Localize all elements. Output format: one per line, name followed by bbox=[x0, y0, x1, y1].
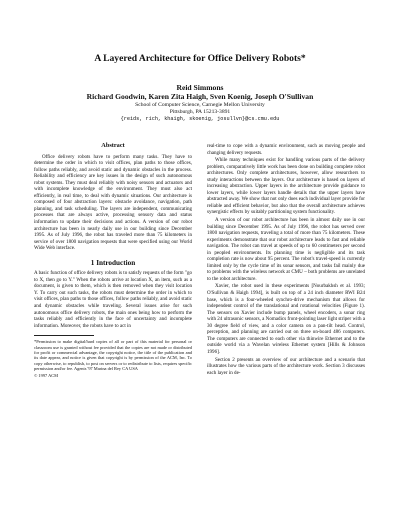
author-primary: Reid Simmons bbox=[176, 83, 224, 92]
footnote-rule bbox=[34, 335, 94, 336]
introduction-heading: 1 Introduction bbox=[90, 258, 136, 267]
author-emails: {reids, rich, khaigh, skoenig, josullvn}@cs.cmu.edu bbox=[120, 115, 280, 122]
author-block bbox=[0, 83, 400, 123]
right-paragraph-3: A version of our robot architecture has been in almost daily use in our building since December 1995. As of July 1996, the robot has served over 1800 navigation requests, traveling a total of more than 75 kilometers. These experiments demonstrate that our robot architecture leads to fast and reliable navigation. The robot can travel at speeds of up to 60 centimeters per second in peopled environments. Its planning time is negligible and its task completion rate is now about 95 percent. The robot's travel-speed is currently limited only by the cycle time of its sonar sensors, and tasks fail mainly due to problems with the wireless network at CMU – both problems are unrelated to the robot architecture. bbox=[207, 217, 365, 282]
right-paragraph-2: While many techniques exist for handling various parts of the delivery problem, comparatively little work has been done on building complete robot architectures. Only complete architectures, however, allow researchers to study interactions between the layers. Our architecture is based on layers of increasing abstraction. Upper layers in the architecture provide guidance to lower layers, while lower layers handle details that the upper layers have abstracted away. We show that not only does each individual layer provide for reliable and efficient behavior, but also that the overall architecture achieves synergistic effects by suitably partitioning system functionality. bbox=[207, 157, 365, 216]
paper-title: A Layered Architecture for Office Delivery Robots* bbox=[94, 53, 306, 64]
left-column bbox=[34, 141, 192, 379]
footnote-text: *Permission to make digital/hard copies of all or part of this material for personal or classroom use is granted without fee provided that the copies are not made or distributed for profit or commercial advantage, the copyright notice, the title of the publication and its date appear, and notice is given that copyright is by permission of the ACM, Inc. To copy otherwise, to republish, to post on servers or to redistribute to lists, requires specific permission and/or fee. Agents '97 Marina del Rey CA USA bbox=[34, 339, 192, 372]
introduction-paragraph: A basic function of office delivery robots is to satisfy requests of the form "go to X, then go to Y." When the robots arrive at location X, an item, such as a document, is given to them, which is then removed when they visit location Y. To carry out such tasks, the robots must determine the order in which to visit offices, plan paths to those offices, follow paths reliably, and avoid static and dynamic obstacles while traveling. Several issues arise for such autonomous office delivery robots, the main ones being how to perform the tasks reliably and efficiently in the face of uncertainty and incomplete information. Moreover, the robots have to act in bbox=[34, 270, 192, 329]
affiliation-address: Pittsburgh, PA 15213-3891 bbox=[169, 108, 231, 115]
right-paragraph-5: Section 2 presents an overview of our architecture and a scenario that illustrates how the various parts of the architecture work. Section 3 discusses each layer in de- bbox=[207, 356, 365, 376]
affiliation-school: School of Computer Science, Carnegie Mellon University bbox=[135, 101, 265, 108]
author-coauthors: Richard Goodwin, Karen Zita Haigh, Sven Koenig, Joseph O'Sullivan bbox=[86, 92, 314, 102]
right-column bbox=[207, 143, 365, 377]
footnote bbox=[34, 339, 192, 378]
footnote-copyright: © 1997 ACM bbox=[34, 372, 59, 378]
right-paragraph-1: real-time to cope with a dynamic environment, such as moving people and changing delivery requests. bbox=[207, 143, 365, 156]
abstract-text: Office delivery robots have to perform many tasks. They have to determine the order in which to visit offices, plan paths to those offices, follow paths reliably, and avoid static and dynamic obstacles in the process. Reliability and efficiency are key issues in the design of such autonomous robot systems. They must deal reliably with noisy sensors and actuators and with incomplete knowledge of the environment. They must also act efficiently, in real time, to deal with dynamic situations. Our architecture is composed of four abstraction layers: obstacle avoidance, navigation, path planning, and task scheduling. The layers are independent, communicating processes that are always active, processing sensory data and status information to update their decisions and actions. A version of our robot architecture has been in nearly daily use in our building since December 1995. As of July 1996, the robot has traveled more than 75 kilometers in service of over 1800 navigation requests that were specified using our World Wide Web interface. bbox=[34, 153, 192, 252]
right-paragraph-4: Xavier, the robot used in these experiments [Nourbakhsh et al. 1993; O'Sullivan & Haigh 1994], is built on top of a 24 inch diameter RWI B24 base, which is a four-wheeled synchro-drive mechanism that allows for independent control of the translational and rotational velocities (Figure 1). The sensors on Xavier include bump panels, wheel encoders, a sonar ring with 24 ultrasonic sensors, a Nomadics front-pointing laser light striper with a 30 degree field of view, and a color camera on a pan-tilt head. Control, perception, and planning are carried out on three on-board 486 computers. The computers are connected to each other via thinwire Ethernet and to the outside world via a Wavelan wireless Ethernet system [Hills & Johnson 1996]. bbox=[207, 283, 365, 355]
abstract-heading: Abstract bbox=[101, 142, 125, 149]
